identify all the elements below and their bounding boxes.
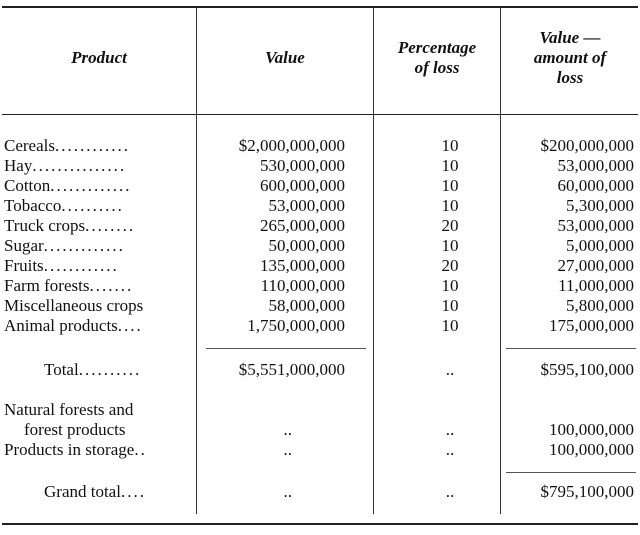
row-percentage: 10 [441, 276, 459, 295]
row-leader-dots: ............ [43, 256, 119, 275]
header-value [198, 48, 372, 68]
row-percentage: 10 [441, 316, 459, 335]
row-loss: 175,000,000 [549, 316, 634, 335]
row-product: Tobacco [4, 196, 62, 215]
row-percentage: 10 [441, 136, 459, 155]
row-loss: 53,000,000 [557, 216, 634, 235]
row-loss: 5,800,000 [566, 296, 634, 315]
total-leader-dots: .......... [78, 360, 142, 379]
total-loss: $595,100,000 [540, 360, 634, 379]
top-rule [2, 6, 638, 8]
header-value-text: Value [265, 48, 305, 67]
row-value: 110,000,000 [260, 276, 345, 295]
total-value: $5,551,000,000 [238, 360, 345, 379]
grand-total-loss: $795,100,000 [540, 482, 634, 501]
row-leader-dots: ............... [32, 156, 127, 175]
table-row [0, 276, 640, 296]
storage-leader-dots: .. [134, 440, 147, 459]
header-amount-line1: Value — [539, 28, 601, 47]
row-loss: 60,000,000 [557, 176, 634, 195]
total-row [0, 360, 640, 380]
row-value: $2,000,000,000 [238, 136, 345, 155]
row-leader-dots: ....... [89, 276, 134, 295]
row-product: Miscellaneous crops [4, 296, 144, 315]
subtotal-rule-loss [506, 348, 636, 349]
row-product: Animal products [4, 316, 118, 335]
storage-product: Products in storage [4, 440, 135, 459]
storage-loss: 100,000,000 [549, 440, 634, 459]
header-amount-line3: loss [556, 68, 584, 87]
row-value: 265,000,000 [260, 216, 345, 235]
row-product: Fruits [4, 256, 44, 275]
row-loss: 5,000,000 [566, 236, 634, 255]
subtotal-rule-value [206, 348, 366, 349]
row-product: Cereals [4, 136, 55, 155]
header-rule [2, 114, 638, 115]
row-value: 135,000,000 [260, 256, 345, 275]
row-product: Cotton [4, 176, 51, 195]
row-value: 1,750,000,000 [247, 316, 345, 335]
row-value: 50,000,000 [268, 236, 345, 255]
row-loss: 11,000,000 [558, 276, 634, 295]
storage-row [0, 440, 640, 460]
natural-value: .. [283, 420, 292, 439]
row-leader-dots: .......... [61, 196, 124, 215]
row-leader-dots: .... [117, 316, 143, 335]
header-percentage-line1: Percentage [397, 38, 477, 57]
bottom-rule [2, 523, 638, 525]
row-percentage: 10 [441, 236, 459, 255]
row-value: 53,000,000 [268, 196, 345, 215]
natural-percentage: .. [445, 420, 455, 439]
grand-total-leader-dots: .... [120, 482, 146, 501]
row-leader-dots: ............. [50, 176, 132, 195]
header-product [4, 48, 194, 68]
total-percentage: .. [445, 360, 455, 379]
grand-total-percentage: .. [445, 482, 455, 501]
total-label: Total [44, 360, 79, 379]
natural-line1: Natural forests and [4, 400, 134, 419]
row-loss: 27,000,000 [557, 256, 634, 275]
row-value: 530,000,000 [260, 156, 345, 175]
row-percentage: 10 [441, 196, 459, 215]
row-leader-dots: ............ [54, 136, 130, 155]
table-row [0, 296, 640, 316]
row-product: Truck crops [4, 216, 86, 235]
table-row [0, 196, 640, 216]
natural-line2: forest products [24, 420, 126, 439]
table-row [0, 316, 640, 336]
grand-total-value: .. [283, 482, 292, 501]
row-loss: 5,300,000 [566, 196, 634, 215]
row-loss: 53,000,000 [557, 156, 634, 175]
storage-value: .. [283, 440, 292, 459]
header-amount-line2: amount of [533, 48, 607, 67]
row-leader-dots: ........ [85, 216, 136, 235]
row-percentage: 10 [441, 176, 459, 195]
row-percentage: 10 [441, 296, 459, 315]
table-row [0, 256, 640, 276]
header-percentage-line2: of loss [414, 58, 460, 77]
table-row [0, 156, 640, 176]
row-loss: $200,000,000 [540, 136, 634, 155]
table-row [0, 136, 640, 156]
natural-forests-row-2 [0, 420, 640, 440]
table-row [0, 176, 640, 196]
header-amount [502, 28, 638, 88]
natural-loss: 100,000,000 [549, 420, 634, 439]
storage-percentage: .. [445, 440, 455, 459]
row-percentage: 20 [441, 256, 459, 275]
grand-subtotal-rule [506, 472, 636, 473]
row-product: Farm forests [4, 276, 90, 295]
table-row [0, 216, 640, 236]
row-value: 58,000,000 [268, 296, 345, 315]
natural-forests-row [0, 400, 640, 420]
grand-total-label: Grand total [44, 482, 121, 501]
row-percentage: 20 [441, 216, 459, 235]
row-value: 600,000,000 [260, 176, 345, 195]
header-product-text: Product [71, 48, 127, 67]
table-row [0, 236, 640, 256]
row-product: Hay [4, 156, 33, 175]
grand-total-row [0, 482, 640, 502]
row-product: Sugar [4, 236, 44, 255]
row-percentage: 10 [441, 156, 459, 175]
header-percentage [375, 38, 499, 78]
row-leader-dots: ............. [43, 236, 125, 255]
